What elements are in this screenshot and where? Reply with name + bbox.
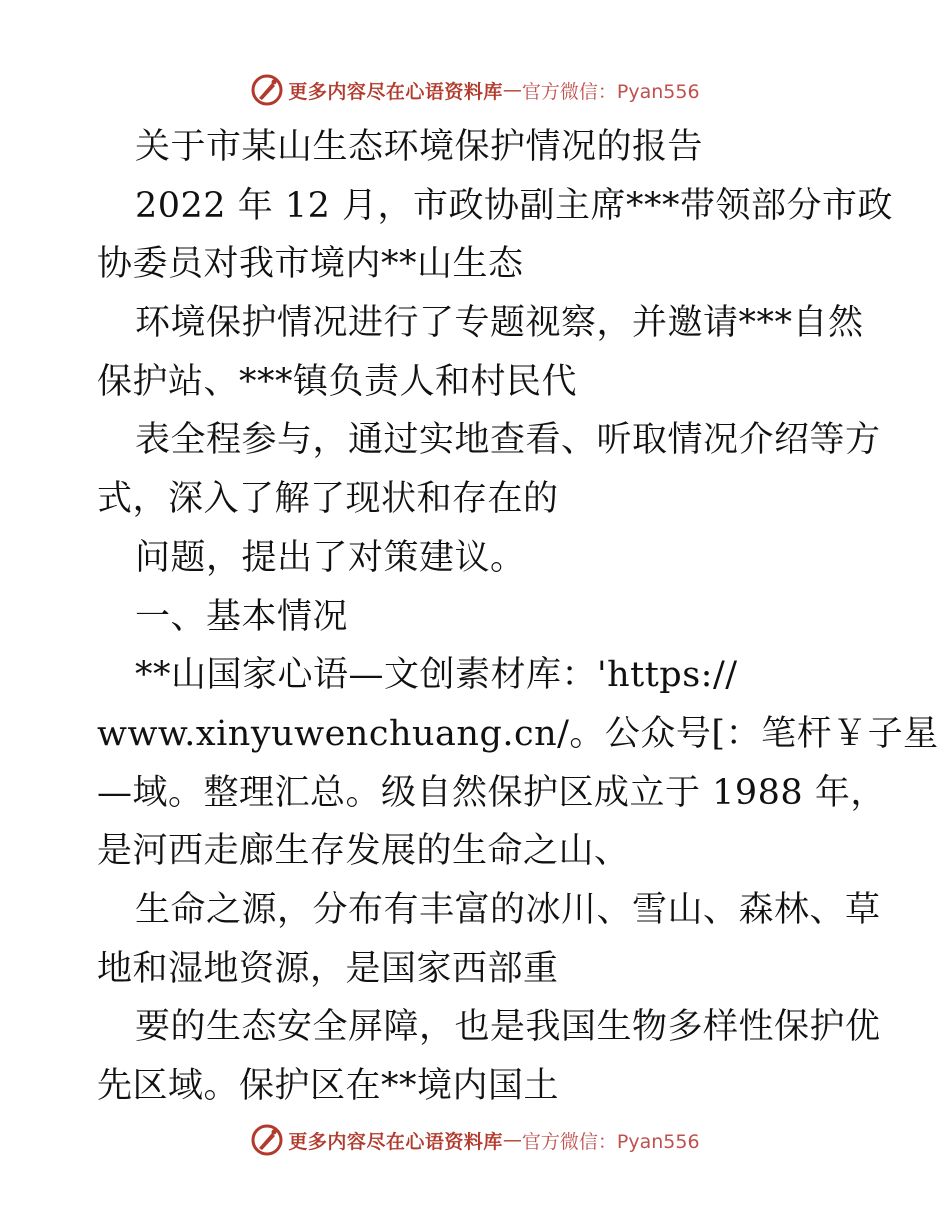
paragraph-line: 生命之源，分布有丰富的冰川、雪山、森林、草 xyxy=(135,889,881,930)
paragraph-line: 要的生态安全屏障，也是我国生物多样性保护优 xyxy=(135,1007,881,1048)
paragraph-line: 环境保护情况进行了专题视察，并邀请***自然 xyxy=(135,303,864,344)
watermark-footer xyxy=(0,1118,950,1162)
paragraph-line: 式，深入了解了现状和存在的 xyxy=(97,479,559,520)
document-body xyxy=(97,118,939,1116)
pen-logo-icon xyxy=(250,1123,284,1157)
watermark-contact: 官方微信：Pyan556 xyxy=(521,80,700,103)
watermark-text: 更多内容尽在心语资料库 xyxy=(288,1130,503,1153)
paragraph-line: 先区域。保护区在**境内国土 xyxy=(97,1066,560,1106)
paragraph-line: 是河西走廊生存发展的生命之山、 xyxy=(97,831,630,872)
paragraph-line: www.xinyuwenchuang.cn/。公众号[：笔杆￥子星 xyxy=(97,713,939,754)
report-title: 关于市某山生态环境保护情况的报告 xyxy=(135,127,704,167)
paragraph-line: 2022 年 12 月，市政协副主席***带领部分市政 xyxy=(135,185,893,226)
paragraph-line: 地和湿地资源，是国家西部重 xyxy=(97,948,559,989)
paragraph-line: —域。整理汇总。级自然保护区成立于 1988 年， xyxy=(97,772,886,813)
paragraph-line: **山国家心语—文创素材库：'https:// xyxy=(135,655,738,696)
watermark-header xyxy=(0,68,950,112)
section-heading: 一、基本情况 xyxy=(135,596,349,637)
paragraph-line: 保护站、***镇负责人和村民代 xyxy=(97,361,578,402)
pen-logo-icon xyxy=(250,73,284,107)
watermark-text: 更多内容尽在心语资料库 xyxy=(288,80,503,103)
watermark-contact: 官方微信：Pyan556 xyxy=(521,1130,700,1153)
paragraph-line: 问题，提出了对策建议。 xyxy=(135,537,526,578)
paragraph-line: 表全程参与，通过实地查看、听取情况介绍等方 xyxy=(135,420,881,461)
paragraph-line: 协委员对我市境内**山生态 xyxy=(97,244,524,285)
watermark-separator: — xyxy=(502,79,522,101)
watermark-separator: — xyxy=(502,1129,522,1151)
